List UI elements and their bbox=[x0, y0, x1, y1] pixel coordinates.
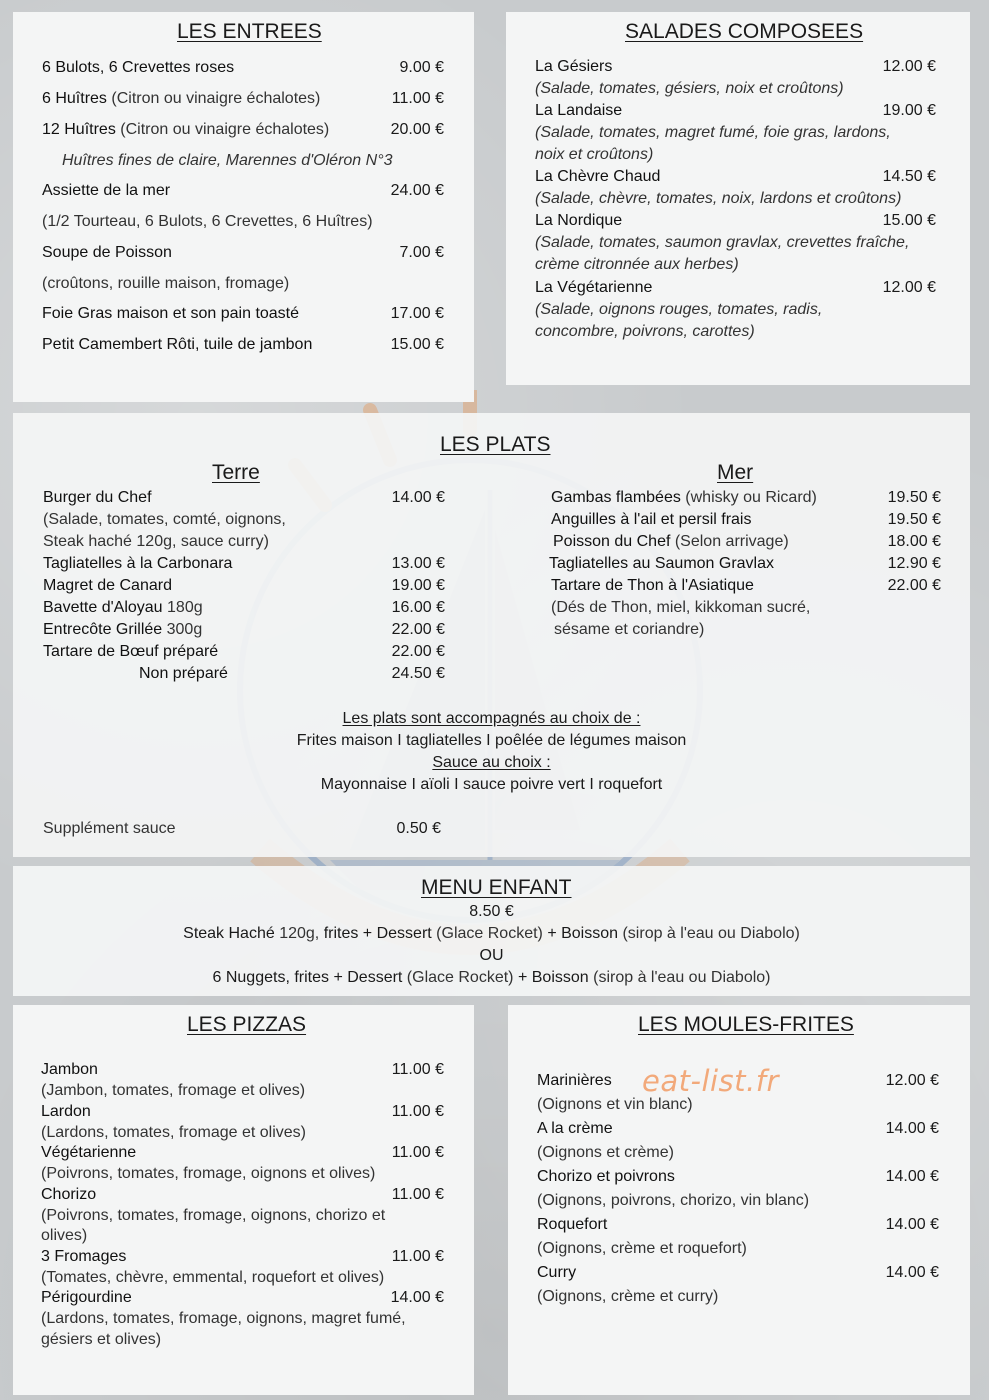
item-description: (Oignons, poivrons, chorizo, vin blanc) bbox=[537, 1192, 810, 1209]
menu-item: La Végétarienne bbox=[535, 279, 653, 296]
menu-item: La Chèvre Chaud bbox=[535, 168, 661, 185]
menu-item: Magret de Canard bbox=[43, 577, 172, 594]
menu-item: Anguilles à l'ail et persil frais bbox=[551, 511, 752, 528]
enfant-or: OU bbox=[479, 947, 504, 964]
menu-item: Végétarienne bbox=[41, 1144, 137, 1161]
menu-item: Assiette de la mer bbox=[42, 182, 171, 199]
item-description: (Salade, tomates, saumon gravlax, crevettes fraîche, bbox=[535, 234, 910, 251]
item-price: 19.00 € bbox=[882, 102, 936, 119]
menu-item: Petit Camembert Rôti, tuile de jambon bbox=[42, 336, 313, 353]
menu-item: Poisson du Chef (Selon arrivage) bbox=[553, 533, 789, 550]
enfant-option-2: 6 Nuggets, frites + Dessert (Glace Rocket) + Boisson (sirop à l'eau ou Diabolo) bbox=[212, 969, 771, 986]
item-description: (Dés de Thon, miel, kikkoman sucré, bbox=[551, 599, 811, 616]
item-price: 12.00 € bbox=[882, 279, 936, 296]
menu-item: Tagliatelles à la Carbonara bbox=[43, 555, 233, 572]
salades-panel bbox=[506, 12, 970, 385]
item-price: 11.00 € bbox=[391, 1144, 444, 1161]
item-price: 17.00 € bbox=[390, 305, 444, 322]
item-description: (Lardons, tomates, fromage et olives) bbox=[41, 1124, 307, 1141]
plats-title: LES PLATS bbox=[440, 433, 551, 456]
supplement-price: 0.50 € bbox=[396, 820, 441, 837]
item-price: 14.00 € bbox=[391, 489, 445, 506]
menu-item: Bavette d'Aloyau 180g bbox=[43, 599, 203, 616]
item-price: 24.00 € bbox=[390, 182, 444, 199]
item-price: 9.00 € bbox=[399, 59, 444, 76]
menu-item: Burger du Chef bbox=[43, 489, 152, 506]
menu-item: Lardon bbox=[41, 1103, 91, 1120]
item-description: (Tomates, chèvre, emmental, roquefort et olives) bbox=[41, 1269, 385, 1286]
mer-title: Mer bbox=[717, 461, 754, 484]
item-description: (Salade, tomates, comté, oignons, bbox=[43, 511, 286, 528]
item-price: 12.00 € bbox=[885, 1072, 939, 1089]
item-description: (Oignons et vin blanc) bbox=[537, 1096, 693, 1113]
sauce-title: Sauce au choix : bbox=[432, 754, 551, 771]
menu-item: Périgourdine bbox=[41, 1289, 132, 1306]
item-description: Steak haché 120g, sauce curry) bbox=[43, 533, 269, 550]
menu-item: La Landaise bbox=[535, 102, 623, 119]
accomp-text: Frites maison I tagliatelles I poêlée de légumes maison bbox=[296, 732, 687, 749]
item-price: 18.00 € bbox=[887, 533, 941, 550]
menu-item: Roquefort bbox=[537, 1216, 608, 1233]
accomp-title: Les plats sont accompagnés au choix de : bbox=[342, 710, 641, 727]
item-price: 11.00 € bbox=[391, 1103, 444, 1120]
menu-item: Foie Gras maison et son pain toasté bbox=[42, 305, 300, 322]
enfant-panel bbox=[13, 866, 970, 996]
menu-item: Non préparé bbox=[139, 665, 228, 682]
menu-item: Tartare de Thon à l'Asiatique bbox=[551, 577, 754, 594]
menu-item: La Gésiers bbox=[535, 58, 613, 75]
item-price: 19.50 € bbox=[887, 489, 941, 506]
menu-item: Entrecôte Grillée 300g bbox=[43, 621, 203, 638]
item-price: 14.00 € bbox=[885, 1216, 939, 1233]
item-price: 14.00 € bbox=[390, 1289, 444, 1306]
item-description: (Salade, chèvre, tomates, noix, lardons et croûtons) bbox=[535, 190, 902, 207]
item-price: 12.00 € bbox=[882, 58, 936, 75]
item-price: 11.00 € bbox=[391, 1248, 444, 1265]
item-description: (Oignons et crème) bbox=[537, 1144, 674, 1161]
item-description: (croûtons, rouille maison, fromage) bbox=[42, 275, 290, 292]
item-description: (Salade, oignons rouges, tomates, radis, bbox=[535, 301, 823, 318]
enfant-title: MENU ENFANT bbox=[421, 876, 572, 899]
item-price: 13.00 € bbox=[391, 555, 445, 572]
item-price: 22.00 € bbox=[887, 577, 941, 594]
pizzas-title: LES PIZZAS bbox=[187, 1013, 307, 1036]
menu-item: Chorizo et poivrons bbox=[537, 1168, 675, 1185]
item-description: (Lardons, tomates, fromage, oignons, magret fumé, bbox=[41, 1310, 406, 1327]
menu-item: Gambas flambées (whisky ou Ricard) bbox=[551, 489, 817, 506]
enfant-price: 8.50 € bbox=[469, 903, 514, 920]
menu-item: Jambon bbox=[41, 1061, 98, 1078]
item-price: 22.00 € bbox=[391, 621, 445, 638]
terre-title: Terre bbox=[212, 461, 260, 484]
menu-item: 12 Huîtres (Citron ou vinaigre échalotes) bbox=[42, 121, 330, 138]
site-watermark: eat-list.fr bbox=[642, 1064, 779, 1098]
item-description: olives) bbox=[41, 1227, 88, 1244]
item-description: (Oignons, crème et curry) bbox=[537, 1288, 719, 1305]
oyster-note: Huîtres fines de claire, Marennes d'Oléron N°3 bbox=[62, 152, 393, 169]
menu-item: 3 Fromages bbox=[41, 1248, 127, 1265]
item-description: (Oignons, crème et roquefort) bbox=[537, 1240, 747, 1257]
item-price: 24.50 € bbox=[391, 665, 445, 682]
item-price: 14.50 € bbox=[882, 168, 936, 185]
item-description: concombre, poivrons, carottes) bbox=[535, 323, 755, 340]
item-price: 15.00 € bbox=[390, 336, 444, 353]
item-description: noix et croûtons) bbox=[535, 146, 654, 163]
item-price: 19.00 € bbox=[391, 577, 445, 594]
item-price: 20.00 € bbox=[390, 121, 444, 138]
item-price: 11.00 € bbox=[391, 1186, 444, 1203]
salades-title: SALADES COMPOSEES bbox=[625, 20, 864, 43]
item-price: 16.00 € bbox=[391, 599, 445, 616]
item-price: 11.00 € bbox=[391, 1061, 444, 1078]
item-description: (Jambon, tomates, fromage et olives) bbox=[41, 1082, 306, 1099]
enfant-option-1: Steak Haché 120g, frites + Dessert (Glace Rocket) + Boisson (sirop à l'eau ou Diabolo) bbox=[183, 925, 800, 942]
item-description: (Poivrons, tomates, fromage, oignons et olives) bbox=[41, 1165, 376, 1182]
menu-item: La Nordique bbox=[535, 212, 623, 229]
moules-title: LES MOULES-FRITES bbox=[638, 1013, 854, 1036]
entrees-title: LES ENTREES bbox=[177, 20, 322, 43]
item-price: 12.90 € bbox=[887, 555, 941, 572]
supplement-label: Supplément sauce bbox=[43, 820, 176, 837]
pizzas-panel bbox=[13, 1005, 474, 1395]
menu-item: Curry bbox=[537, 1264, 577, 1281]
item-price: 7.00 € bbox=[399, 244, 444, 261]
item-price: 11.00 € bbox=[391, 90, 444, 107]
sauce-text: Mayonnaise I aïoli I sauce poivre vert I roquefort bbox=[320, 776, 663, 793]
item-price: 14.00 € bbox=[885, 1264, 939, 1281]
item-price: 14.00 € bbox=[885, 1168, 939, 1185]
menu-item: A la crème bbox=[537, 1120, 613, 1137]
item-description: (1/2 Tourteau, 6 Bulots, 6 Crevettes, 6 Huîtres) bbox=[42, 213, 373, 230]
item-description: (Poivrons, tomates, fromage, oignons, chorizo et bbox=[41, 1207, 386, 1224]
item-description: (Salade, tomates, magret fumé, foie gras, lardons, bbox=[535, 124, 891, 141]
item-description: gésiers et olives) bbox=[41, 1331, 162, 1348]
item-price: 14.00 € bbox=[885, 1120, 939, 1137]
menu-item: Marinières bbox=[537, 1072, 612, 1089]
item-price: 19.50 € bbox=[887, 511, 941, 528]
item-description: crème citronnée aux herbes) bbox=[535, 256, 739, 273]
item-description: (Salade, tomates, gésiers, noix et croûtons) bbox=[535, 80, 844, 97]
menu-item: 6 Bulots, 6 Crevettes roses bbox=[42, 59, 235, 76]
menu-item: Tartare de Bœuf préparé bbox=[43, 643, 219, 660]
plats-panel bbox=[13, 413, 970, 857]
item-description: sésame et coriandre) bbox=[554, 621, 705, 638]
item-price: 22.00 € bbox=[391, 643, 445, 660]
menu-item: Tagliatelles au Saumon Gravlax bbox=[549, 555, 775, 572]
menu-item: 6 Huîtres (Citron ou vinaigre échalotes) bbox=[42, 90, 321, 107]
menu-item: Soupe de Poisson bbox=[42, 244, 172, 261]
item-price: 15.00 € bbox=[882, 212, 936, 229]
entrees-panel bbox=[13, 12, 474, 402]
menu-item: Chorizo bbox=[41, 1186, 97, 1203]
